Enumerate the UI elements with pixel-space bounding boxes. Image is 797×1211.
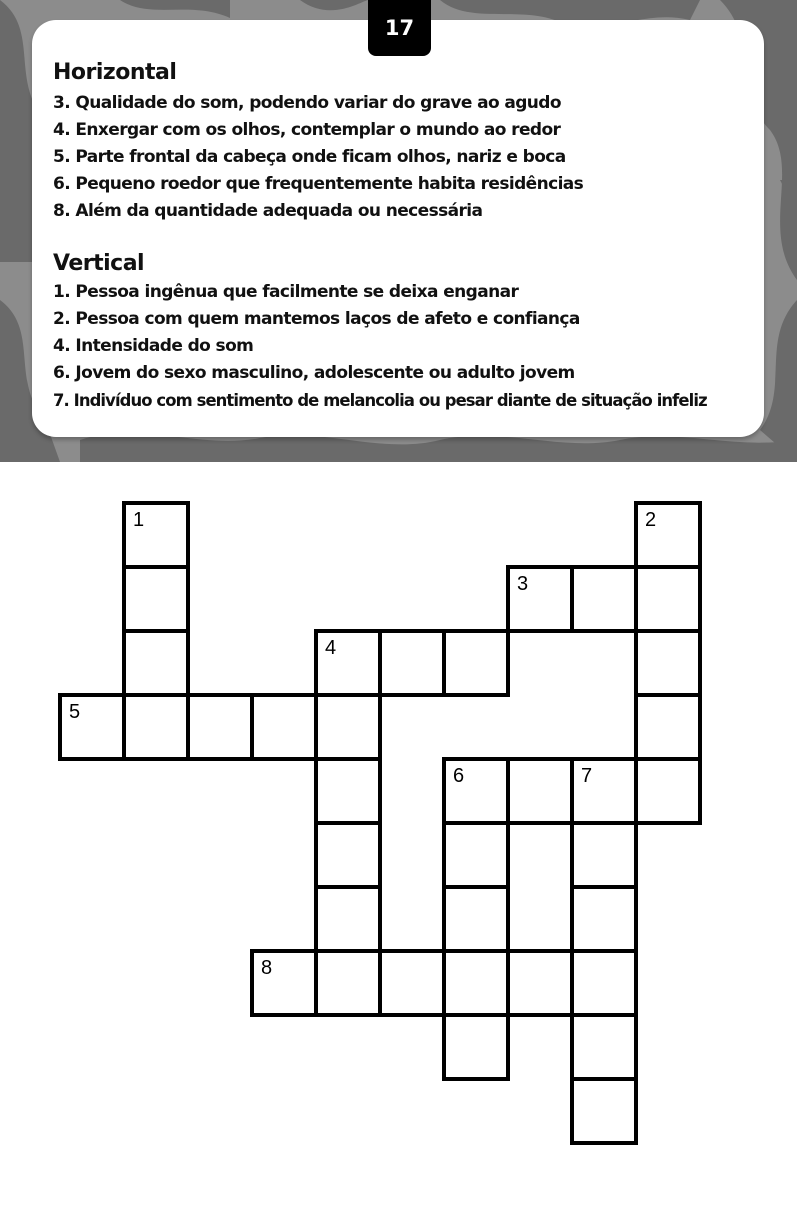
- cell-number-5: 5: [69, 701, 81, 723]
- clue-horizontal-3: 3. Qualidade do som, podendo variar do grave ao agudo: [53, 93, 561, 113]
- grid-cell-r5-c6[interactable]: [444, 823, 508, 887]
- clue-horizontal-4: 4. Enxergar com os olhos, contemplar o mundo ao redor: [53, 120, 561, 140]
- clue-vertical-1: 1. Pessoa ingênua que facilmente se deixa enganar: [53, 282, 519, 302]
- clue-vertical-6: 6. Jovem do sexo masculino, adolescente ou adulto jovem: [53, 363, 575, 383]
- cell-number-2: 2: [645, 509, 657, 531]
- clue-vertical-2: 2. Pessoa com quem mantemos laços de afeto e confiança: [53, 309, 580, 329]
- grid-cell-r2-c6[interactable]: [444, 631, 508, 695]
- grid-cell-r3-c4[interactable]: [316, 695, 380, 759]
- grid-cell-r2-c5[interactable]: [380, 631, 444, 695]
- page-number: 17: [384, 16, 415, 40]
- cell-number-7: 7: [581, 765, 593, 787]
- grid-cell-r8-c8[interactable]: [572, 1015, 636, 1079]
- grid-cell-r2-c9[interactable]: [636, 631, 700, 695]
- grid-cell-r5-c4[interactable]: [316, 823, 380, 887]
- grid-cell-r7-c4[interactable]: [316, 951, 380, 1015]
- grid-cell-r3-c9[interactable]: [636, 695, 700, 759]
- cell-number-8: 8: [261, 957, 273, 979]
- grid-cell-r1-c9[interactable]: [636, 567, 700, 631]
- grid-cell-r9-c8[interactable]: [572, 1079, 636, 1143]
- clue-horizontal-5: 5. Parte frontal da cabeça onde ficam olhos, nariz e boca: [53, 147, 566, 167]
- grid-cell-r3-c2[interactable]: [188, 695, 252, 759]
- grid-cell-r8-c6[interactable]: [444, 1015, 508, 1079]
- grid-cell-r5-c8[interactable]: [572, 823, 636, 887]
- clue-vertical-7: 7. Indivíduo com sentimento de melancolia ou pesar diante de situação infeliz: [53, 391, 707, 410]
- cell-number-3: 3: [517, 573, 529, 595]
- grid-cell-r7-c7[interactable]: [508, 951, 572, 1015]
- grid-cell-r6-c8[interactable]: [572, 887, 636, 951]
- vertical-title: Vertical: [53, 251, 145, 276]
- clue-horizontal-6: 6. Pequeno roedor que frequentemente habita residências: [53, 174, 584, 194]
- grid-cell-r6-c6[interactable]: [444, 887, 508, 951]
- horizontal-title: Horizontal: [53, 60, 177, 85]
- clue-horizontal-8: 8. Além da quantidade adequada ou necessária: [53, 201, 483, 221]
- grid-cell-r4-c4[interactable]: [316, 759, 380, 823]
- cell-number-1: 1: [133, 509, 145, 531]
- grid-cell-r2-c1[interactable]: [124, 631, 188, 695]
- grid-cell-r3-c1[interactable]: [124, 695, 188, 759]
- cell-number-6: 6: [453, 765, 465, 787]
- grid-cell-r1-c8[interactable]: [572, 567, 636, 631]
- grid-cell-r4-c9[interactable]: [636, 759, 700, 823]
- grid-cell-r7-c6[interactable]: [444, 951, 508, 1015]
- grid-cell-r1-c1[interactable]: [124, 567, 188, 631]
- cell-number-4: 4: [325, 637, 337, 659]
- grid-cell-r3-c3[interactable]: [252, 695, 316, 759]
- grid-cell-r7-c5[interactable]: [380, 951, 444, 1015]
- grid-cell-r7-c8[interactable]: [572, 951, 636, 1015]
- grid-cell-r4-c7[interactable]: [508, 759, 572, 823]
- clue-vertical-4: 4. Intensidade do som: [53, 336, 254, 356]
- grid-cell-r6-c4[interactable]: [316, 887, 380, 951]
